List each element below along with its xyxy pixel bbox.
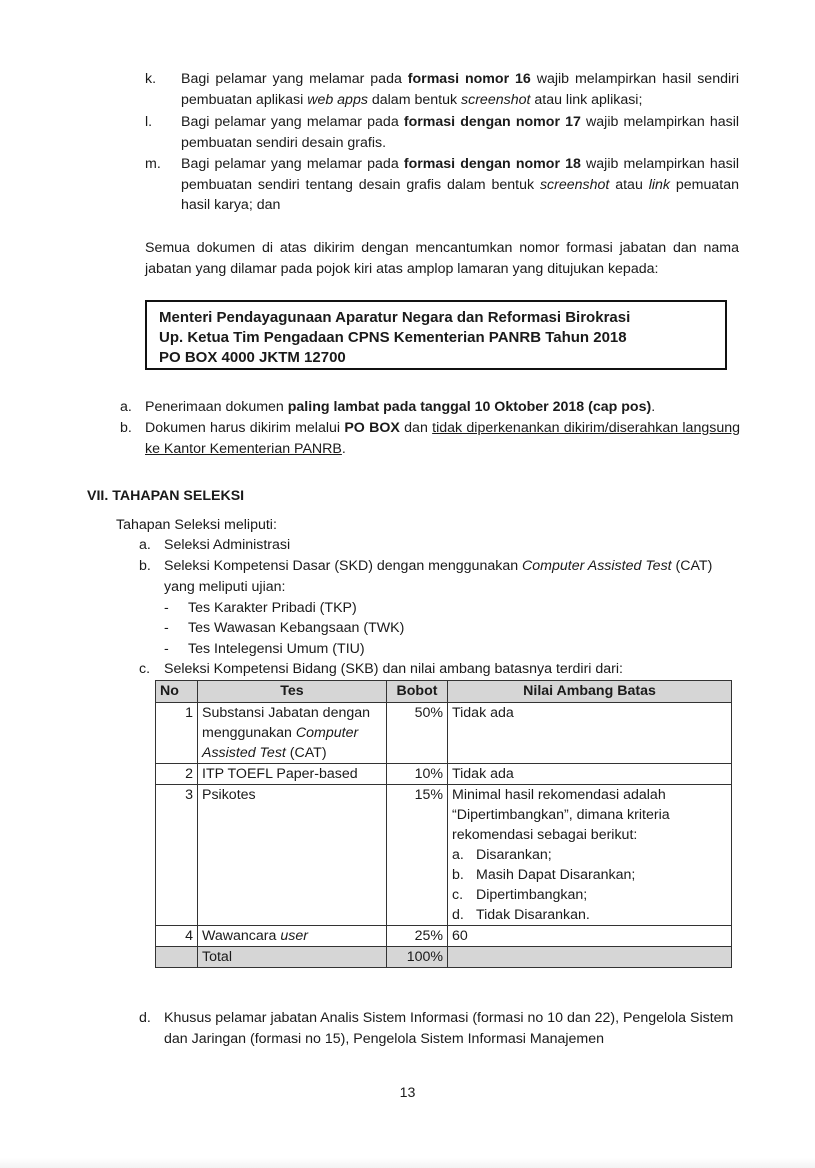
table-row — [156, 926, 732, 947]
cell-bobot: 10% — [387, 764, 448, 785]
skd-test-item — [164, 618, 405, 639]
list-item-b-pobox — [120, 418, 740, 459]
rekomendasi-text: Disarankan; — [476, 847, 552, 863]
text-run: Bagi pelamar yang melamar pada — [181, 114, 404, 130]
text-run: screenshot — [539, 176, 610, 193]
header-tes: Tes — [198, 681, 387, 703]
text-run: Bagi pelamar yang melamar pada — [181, 71, 408, 87]
text-run: paling lambat pada tanggal 10 Oktober 2018 (cap pos) — [287, 399, 652, 415]
text-run: dan — [399, 420, 433, 436]
text-run: atau link aplikasi; — [530, 91, 643, 108]
cell-total-empty — [448, 947, 732, 968]
cell-bobot: 15% — [387, 785, 448, 926]
cell-nilai: 60 — [448, 926, 732, 947]
cell-tes-after: (CAT) — [285, 745, 327, 761]
cell-nilai-text: Minimal hasil rekomendasi adalah “Dipertimbangkan”, dimana kriteria rekomendasi sebagai berikut: — [452, 787, 670, 843]
text-run: Khusus pelamar jabatan Analis Sistem Informasi (formasi no 10 dan 22), Pengelola Sistem dan Jaringan (formasi no 15), Pengelola Sistem Informasi Manajemen — [164, 1010, 734, 1047]
text-run: Dokumen harus dikirim melalui — [145, 420, 345, 436]
cell-total-label: Total — [198, 947, 387, 968]
cell-tes-text: Wawancara — [202, 928, 277, 944]
text-run: PO BOX — [344, 420, 400, 436]
cell-no-empty — [156, 947, 198, 968]
list-item-text — [181, 154, 739, 216]
cell-total-bobot: 100% — [387, 947, 448, 968]
list-item-k — [145, 69, 739, 110]
rekomendasi-text: Tidak Disarankan. — [476, 907, 590, 923]
text-run: formasi dengan nomor 18 — [403, 156, 581, 172]
cell-bobot: 25% — [387, 926, 448, 947]
header-bobot: Bobot — [387, 681, 448, 703]
list-marker: b. — [120, 420, 132, 436]
rekomendasi-item — [452, 905, 727, 925]
list-marker: c. — [139, 661, 151, 677]
header-nilai: Nilai Ambang Batas — [448, 681, 732, 703]
cell-no: 2 — [156, 764, 198, 785]
address-line: Menteri Pendayagunaan Aparatur Negara dan Reformasi Birokrasi — [159, 309, 631, 326]
rekomendasi-text: Masih Dapat Disarankan; — [476, 867, 636, 883]
dash-marker: - — [164, 620, 169, 636]
address-box — [145, 300, 727, 370]
text-run: wajib melampirkan hasil sendiri pembuatan aplikasi — [181, 71, 739, 108]
list-marker: m. — [145, 156, 161, 172]
cell-tes-text: Substansi Jabatan dengan menggunakan — [202, 705, 371, 741]
address-line: PO BOX 4000 JKTM 12700 — [159, 349, 346, 366]
text-run: web apps — [307, 91, 368, 108]
cell-no: 1 — [156, 703, 198, 764]
text-run: Seleksi Administrasi — [164, 537, 291, 553]
rekomendasi-list — [452, 845, 727, 925]
cell-tes-italic: user — [280, 928, 308, 944]
skd-test-label: Tes Wawasan Kebangsaan (TWK) — [188, 620, 405, 636]
list-marker: d. — [139, 1010, 151, 1026]
rekomendasi-marker: b. — [452, 867, 464, 883]
cell-nilai — [448, 785, 732, 926]
list-marker: k. — [145, 71, 157, 87]
list-item-text — [181, 69, 739, 110]
table-header-row — [156, 681, 732, 703]
list-marker: a. — [139, 537, 151, 553]
text-run: Penerimaan dokumen — [145, 399, 288, 415]
intro-paragraph: Semua dokumen di atas dikirim dengan mencantumkan nomor formasi jabatan dan nama jabatan yang dilamar pada pojok kiri atas amplop lamaran yang ditujukan kepada: — [145, 240, 739, 277]
list-item-text — [164, 535, 739, 556]
rekomendasi-marker: d. — [452, 907, 464, 923]
list-item-text — [164, 659, 739, 680]
text-run: wajib melampirkan hasil pembuatan sendiri desain grafis. — [181, 114, 740, 151]
rekomendasi-item — [452, 845, 727, 865]
list-item-text — [145, 418, 740, 459]
text-run: wajib melampirkan hasil pembuatan sendiri tentang desain grafis dalam bentuk — [181, 156, 740, 193]
text-run: formasi dengan nomor 17 — [403, 114, 581, 130]
list-item-m — [145, 154, 739, 216]
cell-nilai: Tidak ada — [448, 703, 732, 764]
skd-test-label: Tes Karakter Pribadi (TKP) — [188, 600, 357, 616]
rekomendasi-marker: c. — [452, 887, 464, 903]
cell-tes — [198, 703, 387, 764]
list-item-l — [145, 112, 739, 153]
skd-test-item — [164, 598, 357, 619]
list-item-text — [164, 1008, 739, 1049]
text-run: (CAT) yang meliputi ujian: — [164, 558, 713, 595]
text-run: link — [648, 176, 671, 193]
list-item-a-deadline — [120, 397, 740, 418]
section-heading: VII. TAHAPAN SELEKSI — [87, 488, 245, 504]
list-item-text — [181, 112, 739, 153]
address-line: Up. Ketua Tim Pengadaan CPNS Kementerian PANRB Tahun 2018 — [159, 329, 627, 346]
seleksi-item-b — [139, 556, 739, 597]
table-row — [156, 703, 732, 764]
table-row — [156, 764, 732, 785]
dash-marker: - — [164, 641, 169, 657]
seleksi-item-d — [139, 1008, 739, 1049]
skd-test-label: Tes Intelegensi Umum (TIU) — [188, 641, 365, 657]
table-row — [156, 785, 732, 926]
list-marker: b. — [139, 558, 151, 574]
skd-test-item — [164, 639, 365, 660]
seleksi-item-a — [139, 535, 739, 556]
cell-tes: ITP TOEFL Paper-based — [198, 764, 387, 785]
rekomendasi-item — [452, 865, 727, 885]
text-run: Computer Assisted Test — [522, 558, 672, 574]
page-bottom-shadow — [0, 1158, 815, 1168]
cell-nilai: Tidak ada — [448, 764, 732, 785]
text-run: . — [651, 399, 656, 415]
section-intro: Tahapan Seleksi meliputi: — [116, 517, 277, 533]
rekomendasi-item — [452, 885, 727, 905]
skb-table — [155, 680, 732, 968]
cell-bobot: 50% — [387, 703, 448, 764]
rekomendasi-text: Dipertimbangkan; — [476, 887, 588, 903]
text-run: formasi nomor 16 — [407, 71, 531, 87]
dash-marker: - — [164, 600, 169, 616]
list-item-text — [145, 397, 740, 418]
text-run: pemuatan hasil karya; dan — [181, 176, 739, 213]
list-item-text — [164, 556, 714, 597]
text-run: tidak diperkenankan dikirim/diserahkan langsung ke Kantor Kementerian PANRB — [145, 420, 740, 457]
text-run: screenshot — [461, 91, 531, 108]
text-run: dalam bentuk — [367, 91, 462, 108]
cell-tes: Psikotes — [198, 785, 387, 926]
cell-tes — [198, 926, 387, 947]
list-marker: l. — [145, 114, 153, 130]
list-marker: a. — [120, 399, 132, 415]
header-no: No — [156, 681, 198, 703]
cell-tes-italic: Computer Assisted Test — [202, 725, 359, 761]
text-run: . — [341, 440, 346, 457]
text-run: Seleksi Kompetensi Bidang (SKB) dan nilai ambang batasnya terdiri dari: — [164, 661, 623, 677]
text-run: Bagi pelamar yang melamar pada — [181, 156, 404, 172]
page-number: 13 — [399, 1085, 416, 1101]
rekomendasi-marker: a. — [452, 847, 464, 863]
text-run: atau — [609, 176, 649, 193]
seleksi-item-c — [139, 659, 739, 680]
text-run: Seleksi Kompetensi Dasar (SKD) dengan menggunakan — [164, 558, 523, 574]
cell-no: 4 — [156, 926, 198, 947]
cell-no: 3 — [156, 785, 198, 926]
table-total-row — [156, 947, 732, 968]
